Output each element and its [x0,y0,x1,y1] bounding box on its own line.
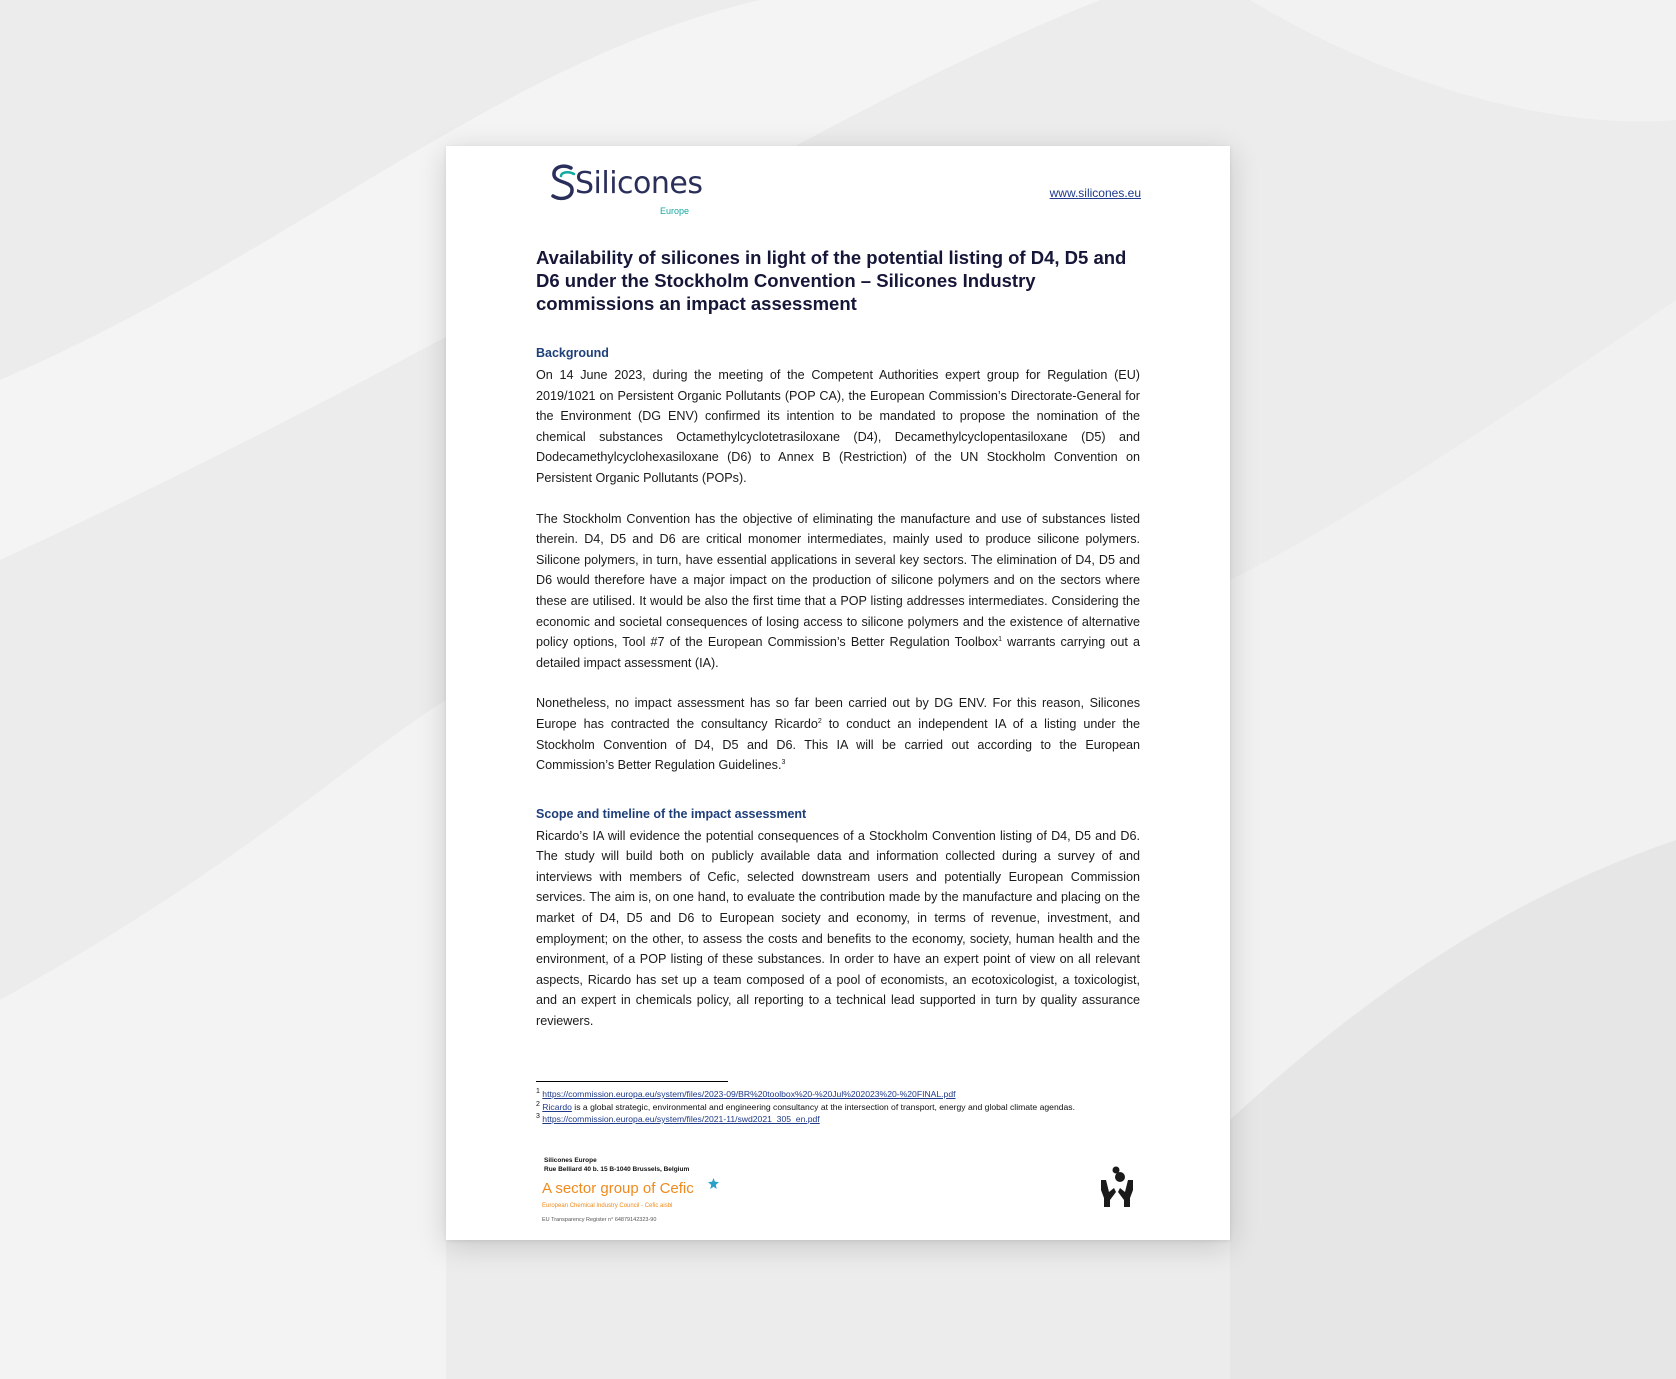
footnote-3 [536,1113,1140,1126]
footnote-number: 2 [536,1100,540,1108]
paragraph-text: The Stockholm Convention has the objective of eliminating the manufacture and use of substances listed therein. D4, D5 and D6 are critical monomer intermediates, mainly used to produce silicone polymers. Silicone polymers, in turn, have essential applications in several key sectors. The elimination of D4, D5 and D6 would therefore have a major impact on the production of silicone polymers and on the sectors where these are utilised. It would be also the first time that a POP listing addresses intermediates. Considering the economic and societal consequences of losing access to silicone polymers and the existence of alternative policy options, Tool #7 of the European Commission’s Better Regulation Toolbox [536,511,1140,650]
footnote-ref[interactable]: 3 [781,758,786,766]
section-heading-background: Background [536,346,609,360]
document-page [446,146,1230,1240]
footnotes [536,1088,1140,1126]
cefic-subtitle: European Chemical Industry Council - Cefic aisbl [542,1203,673,1209]
footnote-number: 3 [536,1113,540,1121]
footnote-divider [536,1081,728,1082]
footer-street: Rue Belliard 40 b. 15 B-1040 Brussels, Belgium [544,1166,690,1173]
section-heading-scope: Scope and timeline of the impact assessment [536,806,807,821]
cefic-tagline: A sector group of Cefic [542,1180,694,1197]
silicones-logo [549,162,703,216]
logo-subtitle: Europe [660,206,690,216]
paragraph-text: warrants carrying out a detailed impact assessment (IA). [536,635,1140,670]
footer-address [544,1156,689,1174]
transparency-register: EU Transparency Register n° 64879142323-90 [542,1217,657,1223]
cefic-star-icon [708,1178,719,1189]
paragraph-background-3 [536,693,1140,775]
footnote-ref[interactable]: 2 [817,717,822,725]
document-title: Availability of silicones in light of the potential listing of D4, D5 and D6 under the Stockholm Convention – Silicones Industry commissions an impact assessment [536,247,1127,314]
paragraph-text: to conduct an independent IA of a listing under the Stockholm Convention of D4, D5 and D6. This IA will be carried out according to the European Commission’s Better Regulation Guidelines. [536,716,1140,773]
logo-wordmark: Silicones [575,166,703,201]
document-body [536,246,1140,1052]
paragraph-scope-1: Ricardo’s IA will evidence the potential consequences of a Stockholm Convention listing of D4, D5 and D6. The study will build both on publicly available data and information collected during a survey of and interviews with members of Cefic, selected downstream users and potentially European Commission services. The aim is, on one hand, to evaluate the contribution made by the manufacture and placing on the market of D4, D5 and D6 to European society and economy, in terms of revenue, investment, and employment; on the other, to assess the costs and benefits to the economy, society, human health and the environment, of a POP listing of these substances. In order to have an expert point of view on all relevant aspects, Ricardo has set up a team composed of a pool of economists, an ecotoxicologist, a toxicologist, and an expert in chemicals policy, all reporting to a technical lead supported in turn by quality assurance reviewers. [536,828,1140,1029]
paragraph-background-2 [536,509,1140,674]
footnote-link-3[interactable]: https://commission.europa.eu/system/files/2021-11/swd2021_305_en.pdf [542,1114,820,1124]
paragraph-background-1: On 14 June 2023, during the meeting of the Competent Authorities expert group for Regulation (EU) 2019/1021 on Persistent Organic Pollutants (POP CA), the European Commission’s Directorate-General for the Environment (DG ENV) confirmed its intention to be mandated to propose the nomination of the chemical substances Octamethylcyclotetrasiloxane (D4), Decamethylcyclopentasiloxane (D5) and Dodecamethylcyclohexasiloxane (D6) to Annex B (Restriction) of the UN Stockholm Convention on Persistent Organic Pollutants (POPs). [536,368,1140,485]
footnote-1 [536,1088,1140,1101]
website-link[interactable]: www.silicones.eu [1049,186,1141,200]
footnote-number: 1 [536,1088,540,1096]
footnote-link-2[interactable]: Ricardo [542,1101,572,1112]
paragraph-text: Nonetheless, no impact assessment has so far been carried out by DG ENV. For this reason, Silicones Europe has contracted the consultancy Ricardo [536,696,1140,731]
footnote-link-1[interactable]: https://commission.europa.eu/system/files/2023-09/BR%20toolbox%20-%20Jul%202023%20-%20FINAL.pdf [542,1089,956,1099]
footnote-2 [536,1101,1140,1114]
footer-org: Silicones Europe [544,1157,597,1164]
footnote-text: is a global strategic, environmental and engineering consultancy at the intersection of transport, energy and global climate agendas. [571,1101,1075,1112]
responsible-care-hands-icon [1099,1164,1135,1208]
footnote-ref[interactable]: 1 [998,635,1002,643]
